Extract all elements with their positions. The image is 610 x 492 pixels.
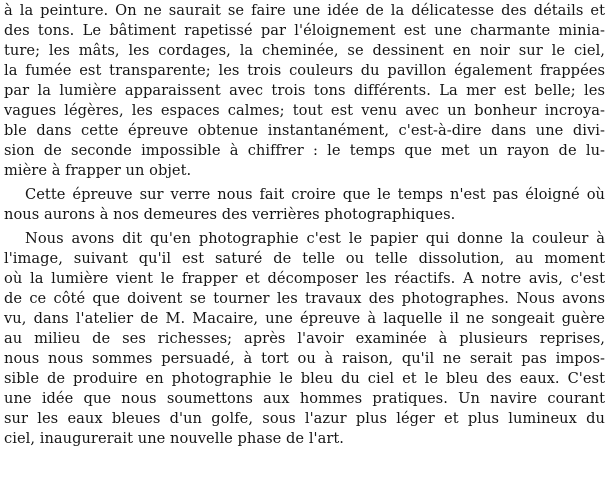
text-line: de ce côté que doivent se tourner les travaux des photographes. Nous avons [4, 290, 605, 307]
text-line: vu, dans l'atelier de M. Macaire, une épreuve à laquelle il ne songeait guère [4, 310, 605, 327]
text-line: ture; les mâts, les cordages, la cheminée, se dessinent en noir sur le ciel, [4, 42, 605, 59]
text-line: par la lumière apparaissent avec trois tons différents. La mer est belle; les [4, 82, 605, 99]
text-line: sion de seconde impossible à chiffrer : le temps que met un rayon de lu- [4, 142, 605, 159]
text-line: sible de produire en photographie le bleu du ciel et le bleu des eaux. C'est [4, 370, 605, 387]
text-line: une idée que nous soumettons aux hommes pratiques. Un navire courant [4, 390, 605, 407]
text-line: sur les eaux bleues d'un golfe, sous l'azur plus léger et plus lumineux du [4, 410, 605, 427]
text-line: ble dans cette épreuve obtenue instantanément, c'est-à-dire dans une divi- [4, 122, 605, 139]
text-line: la fumée est transparente; les trois couleurs du pavillon également frappées [4, 62, 605, 79]
text-line: à la peinture. On ne saurait se faire une idée de la délicatesse des détails et [4, 2, 605, 19]
text-line: l'image, suivant qu'il est saturé de telle ou telle dissolution, au moment [4, 250, 605, 267]
text-line: nous nous sommes persuadé, à tort ou à raison, qu'il ne serait pas impos- [4, 350, 605, 367]
text-line: Cette épreuve sur verre nous fait croire que le temps n'est pas éloigné où [25, 186, 605, 203]
text-line: mière à frapper un objet. [4, 162, 192, 179]
text-line: au milieu de ses richesses; après l'avoir examinée à plusieurs reprises, [4, 330, 605, 347]
text-line: vagues légères, les espaces calmes; tout est venu avec un bonheur incroya- [4, 102, 605, 119]
text-line: ciel, inaugurerait une nouvelle phase de l'art. [4, 430, 344, 447]
text-line: Nous avons dit qu'en photographie c'est le papier qui donne la couleur à [25, 230, 605, 247]
text-line: des tons. Le bâtiment rapetissé par l'éloignement est une charmante minia- [4, 22, 605, 39]
text-line: nous aurons à nos demeures des verrières photographiques. [4, 206, 456, 223]
text-line: où la lumière vient le frapper et décomposer les réactifs. A notre avis, c'est [4, 270, 605, 287]
